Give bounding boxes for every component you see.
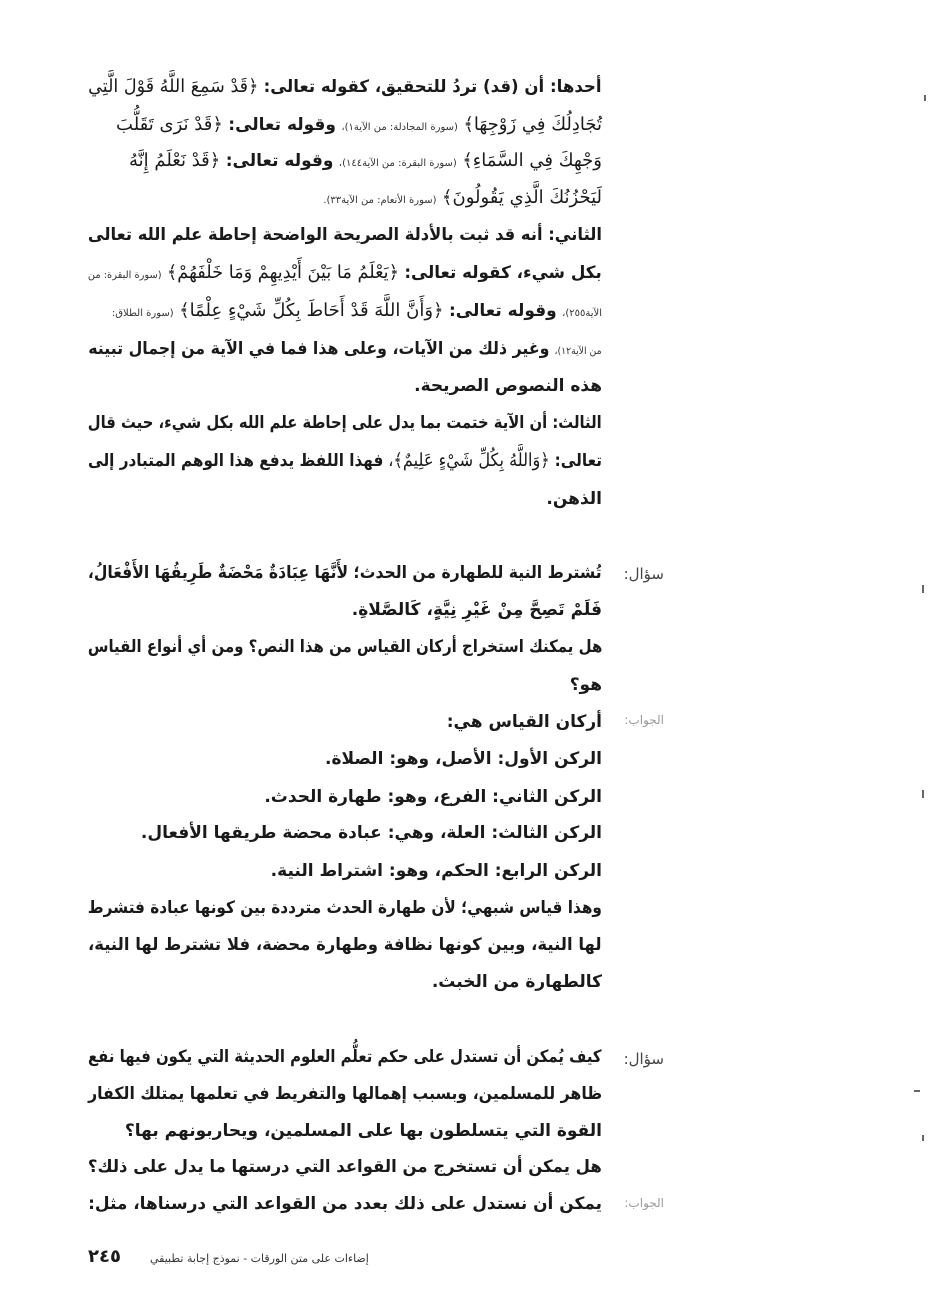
answer-1-pillar-3: الركن الثالث: العلة، وهي: عبادة محضة طريقها الأفعال. <box>140 823 602 843</box>
scan-mark <box>922 790 924 798</box>
page-number: ٢٤٥ <box>88 1246 121 1267</box>
passage-line-11: تعالى: ﴿وَاللَّهُ بِكُلِّ شَيْءٍ عَلِيمٌ﴾، فهذا اللفظ يدفع هذا الوهم المتبادر إلى <box>88 450 602 471</box>
passage-line-12: الذهن. <box>546 489 602 509</box>
passage-line-9: هذه النصوص الصريحة. <box>414 376 602 396</box>
passage-line-1: أحدها: أن (قد) تردُ للتحقيق، كقوله تعالى: ﴿قَدْ سَمِعَ اللَّهُ قَوْلَ الَّتِي <box>88 76 602 97</box>
question-2-line-3: القوة التي يتسلطون بها على المسلمين، ويحاربونهم بها؟ <box>124 1121 602 1141</box>
answer-1-conclusion-1: وهذا قياس شبهي؛ لأن طهارة الحدث مترددة بين كونها عبادة فتشرط <box>87 898 602 918</box>
question-2-line-1: كيف يُمكن أن تستدل على حكم تعلُّم العلوم الحديثة التي يكون فيها نفع <box>88 1047 602 1067</box>
question-1-line-2: فَلَمْ تَصِحَّ مِنْ غَيْرِ نِيَّةٍ، كَالصَّلاةِ. <box>351 600 602 620</box>
running-footer-title: إضاءات على متن الورقات - نموذج إجابة تطبيقي <box>150 1252 369 1265</box>
answer-2-label: الجواب: <box>624 1196 664 1210</box>
answer-1-pillar-1: الركن الأول: الأصل، وهو: الصلاة. <box>325 749 602 769</box>
passage-line-5: الثاني: أنه قد ثبت بالأدلة الصريحة الواضحة إحاطة علم الله تعالى <box>87 225 602 245</box>
scan-mark <box>914 1090 920 1092</box>
answer-1-label: الجواب: <box>624 713 664 727</box>
answer-1-conclusion-3: كالطهارة من الخبث. <box>431 972 602 992</box>
passage-line-8: من الآية١٢)، وغير ذلك من الآيات، وعلى هذا فما في الآية من إجمال تبينه <box>88 339 602 359</box>
question-1-line-4: هو؟ <box>569 675 602 695</box>
scan-mark <box>924 95 926 101</box>
scan-mark <box>922 1135 924 1141</box>
answer-2-line-1: يمكن أن نستدل على ذلك بعدد من القواعد التي درسناها، مثل: <box>88 1194 602 1214</box>
passage-line-4: لَيَحْزُنُكَ الَّذِي يَقُولُونَ﴾ (سورة الأنعام: من الآية٣٣). <box>323 187 602 208</box>
question-2-line-2: ظاهر للمسلمين، وبسبب إهمالها والتفريط في تعلمها يمتلك الكفار <box>87 1084 602 1104</box>
answer-1-intro: أركان القياس هي: <box>446 712 602 732</box>
passage-line-3: وَجْهِكَ فِي السَّمَاءِ﴾ (سورة البقرة: من الآية١٤٤)، وقوله تعالى: ﴿قَدْ نَعْلَمُ إِنَّهُ <box>128 150 602 171</box>
answer-1-pillar-4: الركن الرابع: الحكم، وهو: اشتراط النية. <box>270 861 602 881</box>
question-2-line-4: هل يمكن أن تستخرج من القواعد التي درستها ما يدل على ذلك؟ <box>88 1157 602 1177</box>
answer-1-pillar-2: الركن الثاني: الفرع، وهو: طهارة الحدث. <box>264 787 602 807</box>
question-1-line-1: تُشترط النية للطهارة من الحدث؛ لأَنَّهَا عِبَادَةٌ مَحْضَةٌ طَرِيقُهَا الأَفْعَالُ، <box>88 563 602 583</box>
passage-line-7: الآية٢٥٥)، وقوله تعالى: ﴿وَأَنَّ اللَّهَ قَدْ أَحَاطَ بِكُلِّ شَيْءٍ عِلْمًا﴾ (سورة الطلاق: <box>111 300 602 321</box>
answer-1-conclusion-2: لها النية، وبين كونها نظافة وطهارة محضة، فلا تشترط لها النية، <box>88 935 602 955</box>
question-2-label: سؤال: <box>623 1050 664 1068</box>
passage-line-2: تُجَادِلُكَ فِي زَوْجِهَا﴾ (سورة المجادلة: من الآية١)، وقوله تعالى: ﴿قَدْ نَرَى تَقَلُّبَ <box>116 114 602 135</box>
passage-line-10: الثالث: أن الآية ختمت بما يدل على إحاطة علم الله بكل شيء، حيث قال <box>88 413 602 433</box>
passage-line-6: بكل شيء، كقوله تعالى: ﴿يَعْلَمُ مَا بَيْنَ أَيْدِيهِمْ وَمَا خَلْفَهُمْ﴾ (سورة البقرة: من <box>88 262 602 283</box>
scan-mark <box>922 585 924 593</box>
question-1-line-3: هل يمكنك استخراج أركان القياس من هذا النص؟ ومن أي أنواع القياس <box>87 637 602 657</box>
question-1-label: سؤال: <box>623 565 664 583</box>
